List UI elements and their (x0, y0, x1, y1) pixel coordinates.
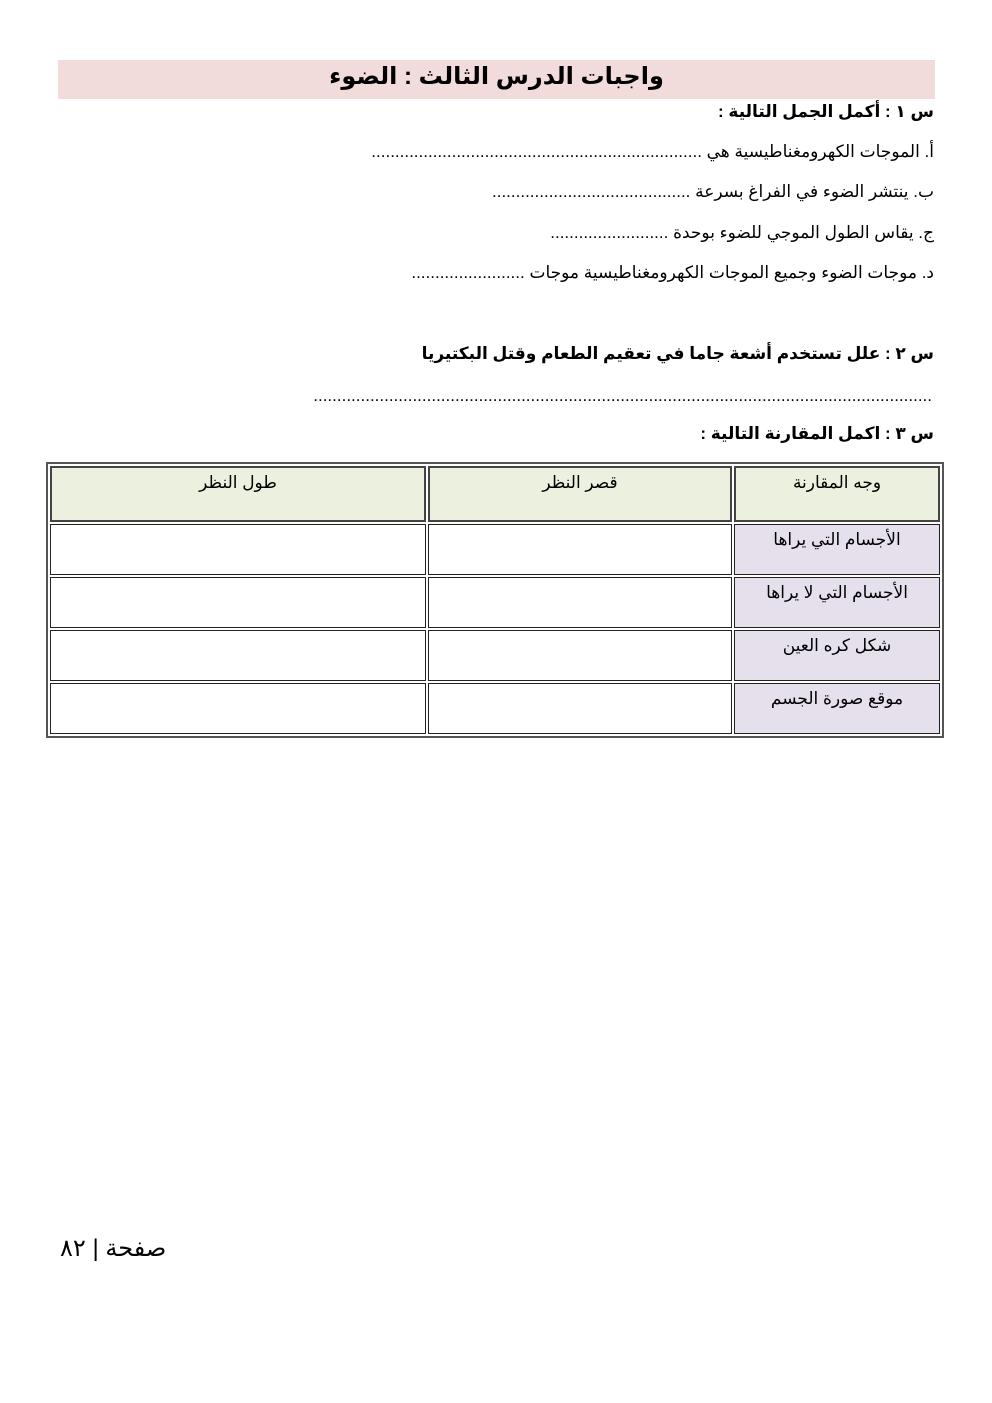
answer-cell[interactable] (428, 524, 732, 575)
answer-cell[interactable] (428, 683, 732, 734)
table-row (50, 524, 940, 575)
answer-cell[interactable] (428, 577, 732, 628)
question-1-item-c: ج. يقاس الطول الموجي للضوء بوحدة ......................... (550, 223, 934, 242)
question-1-item-a: أ. الموجات الكهرومغناطيسية هي ...................................................................... (371, 142, 934, 161)
header-long-sight: طول النظر (50, 466, 426, 522)
row-label: موقع صورة الجسم (734, 683, 940, 734)
question-2-answer-line: ................................................................................................................................... (313, 386, 932, 405)
comparison-table (46, 462, 944, 738)
question-1-item-b: ب. ينتشر الضوء في الفراغ بسرعة .......................................... (492, 182, 934, 201)
header-comparison-aspect: وجه المقارنة (734, 466, 940, 522)
question-1-heading: س ١ : أكمل الجمل التالية : (718, 102, 934, 121)
table-header-row (50, 466, 940, 522)
answer-cell[interactable] (428, 630, 732, 681)
table-row (50, 683, 940, 734)
page-number: ٨٢ (60, 1235, 86, 1262)
question-3-heading: س ٣ : اكمل المقارنة التالية : (700, 424, 934, 443)
answer-cell[interactable] (50, 683, 426, 734)
header-short-sight: قصر النظر (428, 466, 732, 522)
table-row (50, 577, 940, 628)
page-footer (60, 1234, 166, 1263)
page-label: صفحة (105, 1235, 167, 1262)
answer-cell[interactable] (50, 630, 426, 681)
row-label: شكل كره العين (734, 630, 940, 681)
row-label: الأجسام التي يراها (734, 524, 940, 575)
row-label: الأجسام التي لا يراها (734, 577, 940, 628)
answer-cell[interactable] (50, 577, 426, 628)
answer-cell[interactable] (50, 524, 426, 575)
question-2-heading: س ٢ : علل تستخدم أشعة جاما في تعقيم الطعام وقتل البكتيريا (421, 344, 934, 363)
question-1-item-d: د. موجات الضوء وجميع الموجات الكهرومغناطيسية موجات ........................ (411, 263, 934, 282)
page-title: واجبات الدرس الثالث : الضوء (329, 63, 664, 90)
table-row (50, 630, 940, 681)
footer-separator: | (92, 1235, 99, 1262)
